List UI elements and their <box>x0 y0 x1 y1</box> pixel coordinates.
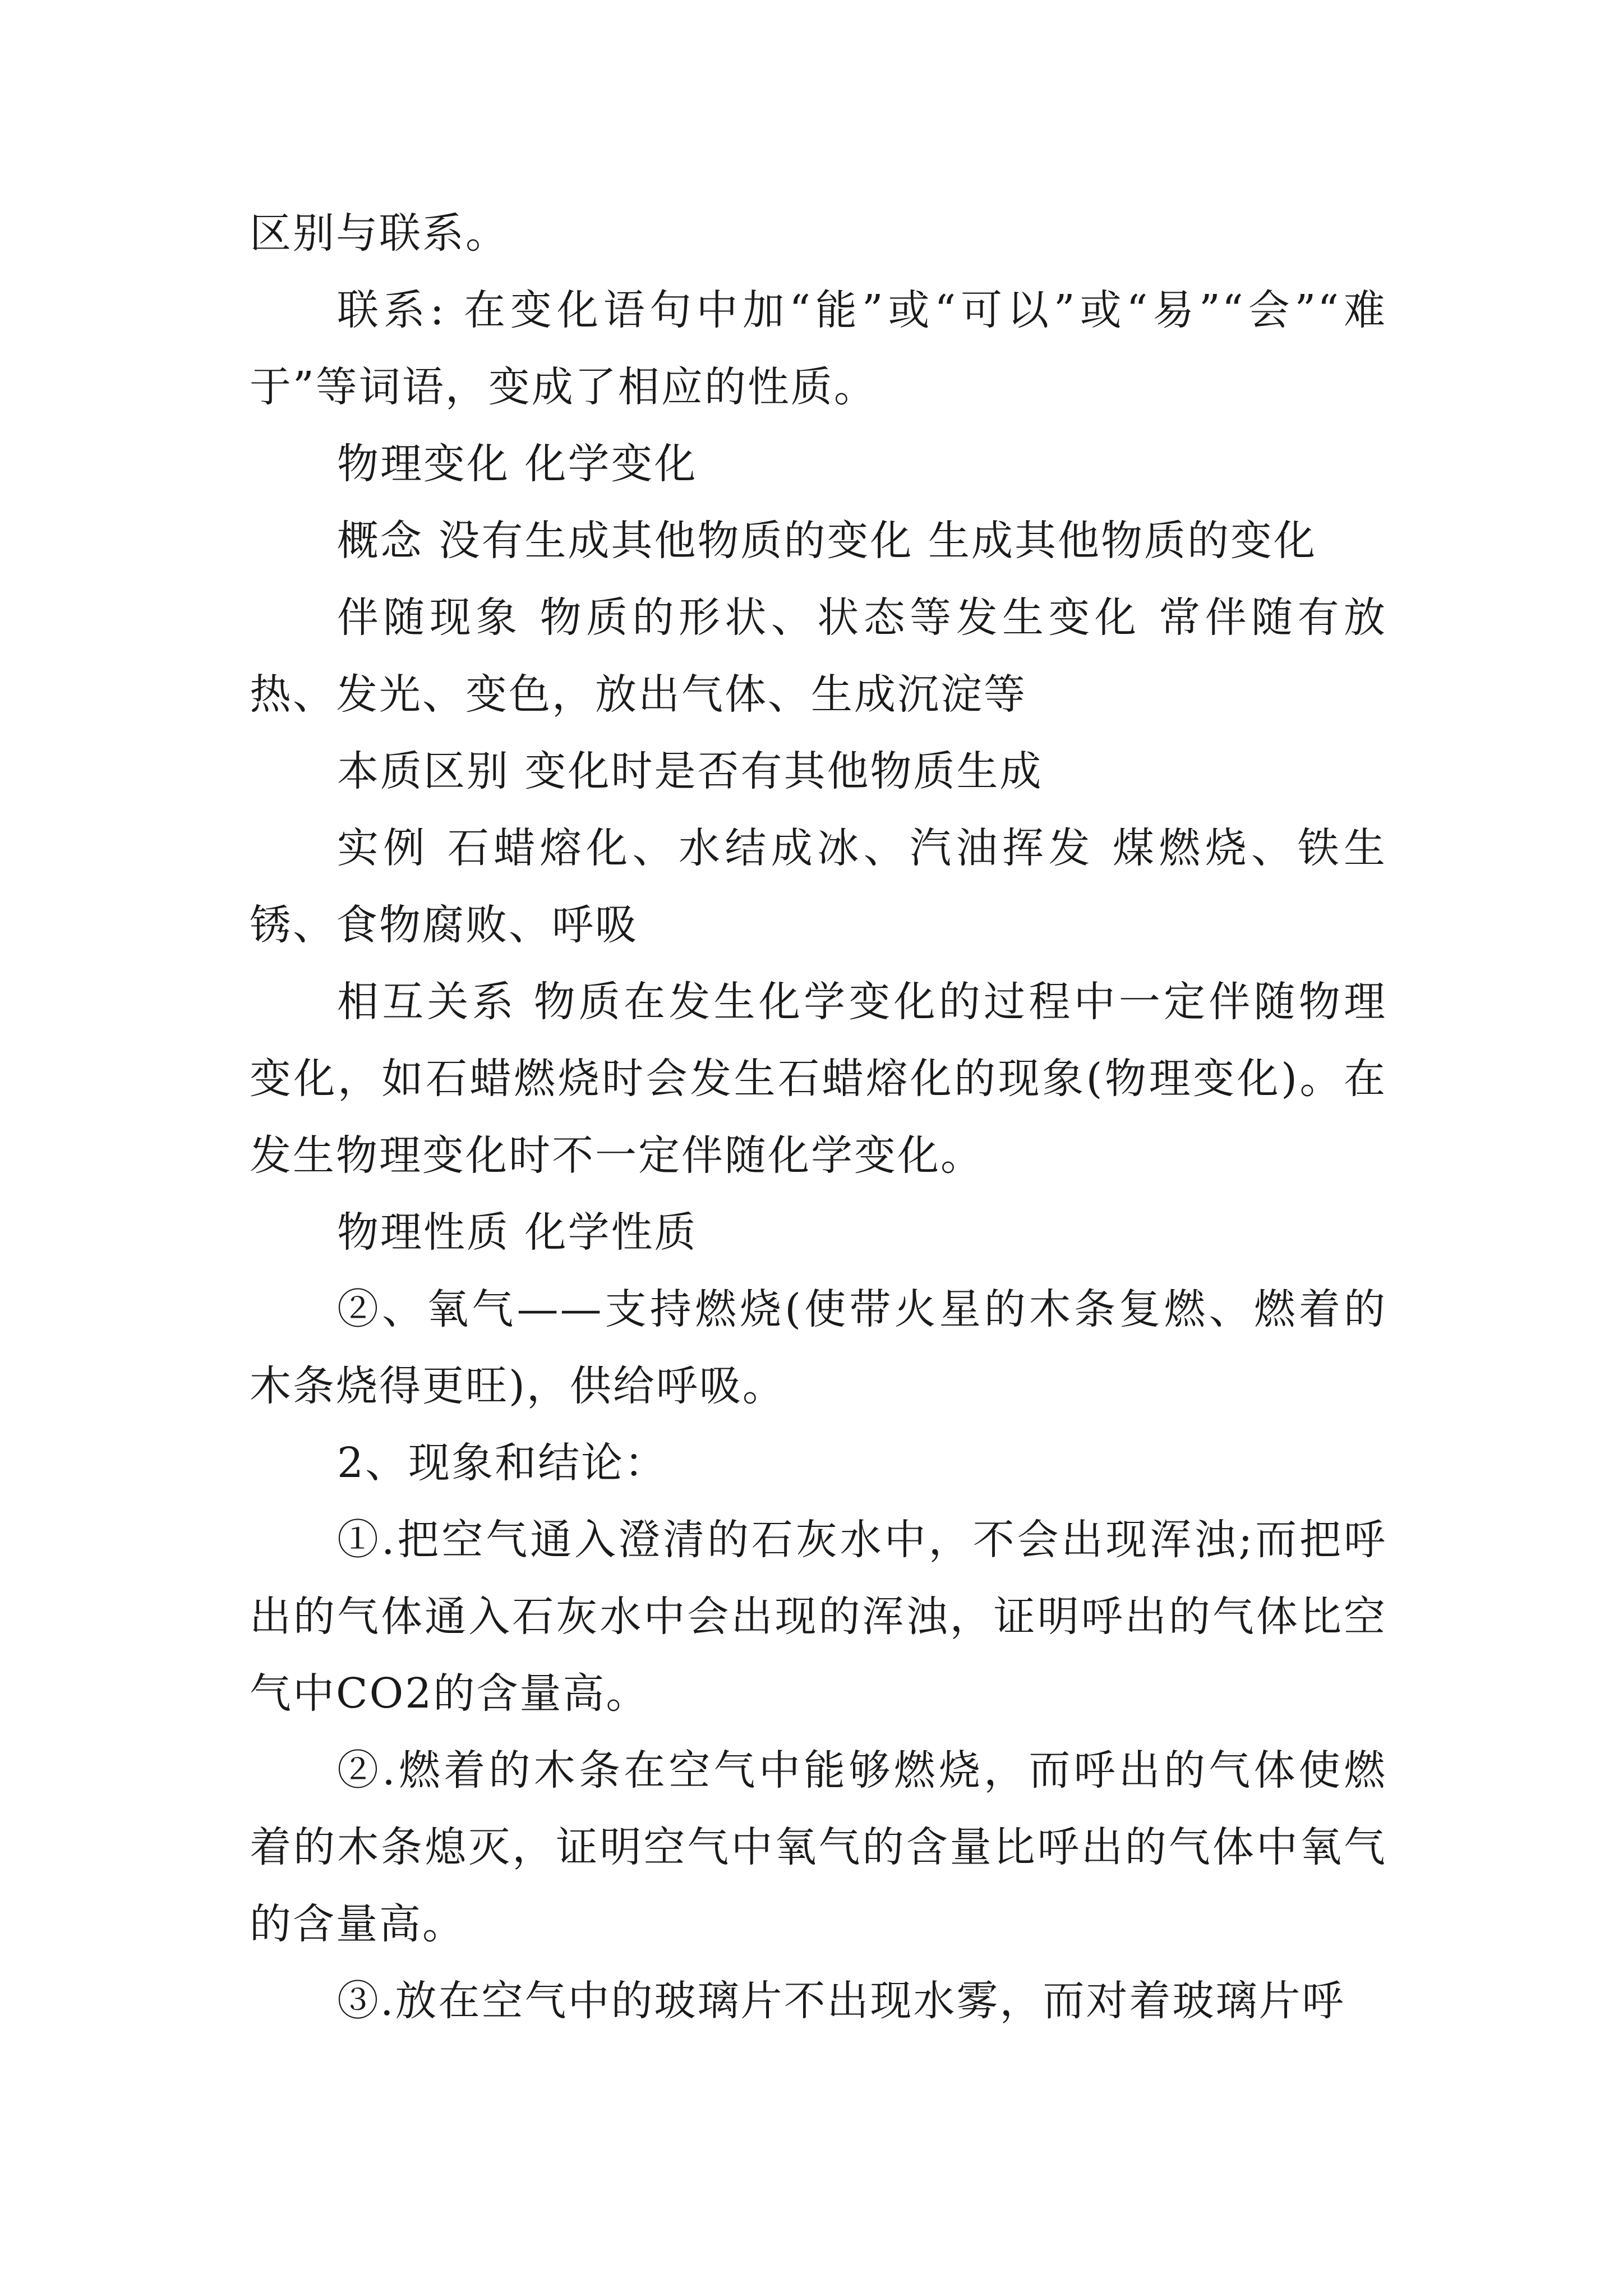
paragraph: 联系: 在变化语句中加“能”或“可以”或“易”“会”“难于”等词语，变成了相应的性质。 <box>250 286 1387 411</box>
paragraph: 物理性质 化学性质 <box>337 1208 698 1257</box>
paragraph: 概念 没有生成其他物质的变化 生成其他物质的变化 <box>337 517 1317 565</box>
paragraph: 物理变化 化学变化 <box>337 440 698 488</box>
paragraph: 实例 石蜡熔化、水结成冰、汽油挥发 煤燃烧、铁生锈、食物腐败、呼吸 <box>250 824 1387 949</box>
paragraph: 相互关系 物质在发生化学变化的过程中一定伴随物理变化，如石蜡燃烧时会发生石蜡熔化的现象(物理变化)。在发生物理变化时不一定伴随化学变化。 <box>250 978 1387 1180</box>
body-text <box>250 195 1387 2040</box>
paragraph: 2、现象和结论： <box>337 1439 668 1487</box>
paragraph: 伴随现象 物质的形状、状态等发生变化 常伴随有放热、发光、变色，放出气体、生成沉淀等 <box>250 593 1387 719</box>
paragraph: ③.放在空气中的玻璃片不出现水雾，而对着玻璃片呼 <box>337 1977 1345 2025</box>
paragraph: ①.把空气通入澄清的石灰水中，不会出现浑浊;而把呼出的气体通入石灰水中会出现的浑浊，证明呼出的气体比空气中CO2的含量高。 <box>250 1516 1387 1718</box>
paragraph: 区别与联系。 <box>250 209 509 257</box>
paragraph: 本质区别 变化时是否有其他物质生成 <box>337 747 1043 795</box>
paragraph: ②、氧气——支持燃烧(使带火星的木条复燃、燃着的木条烧得更旺)，供给呼吸。 <box>250 1285 1387 1410</box>
paragraph: ②.燃着的木条在空气中能够燃烧，而呼出的气体使燃着的木条熄灭，证明空气中氧气的含量比呼出的气体中氧气的含量高。 <box>250 1746 1387 1948</box>
